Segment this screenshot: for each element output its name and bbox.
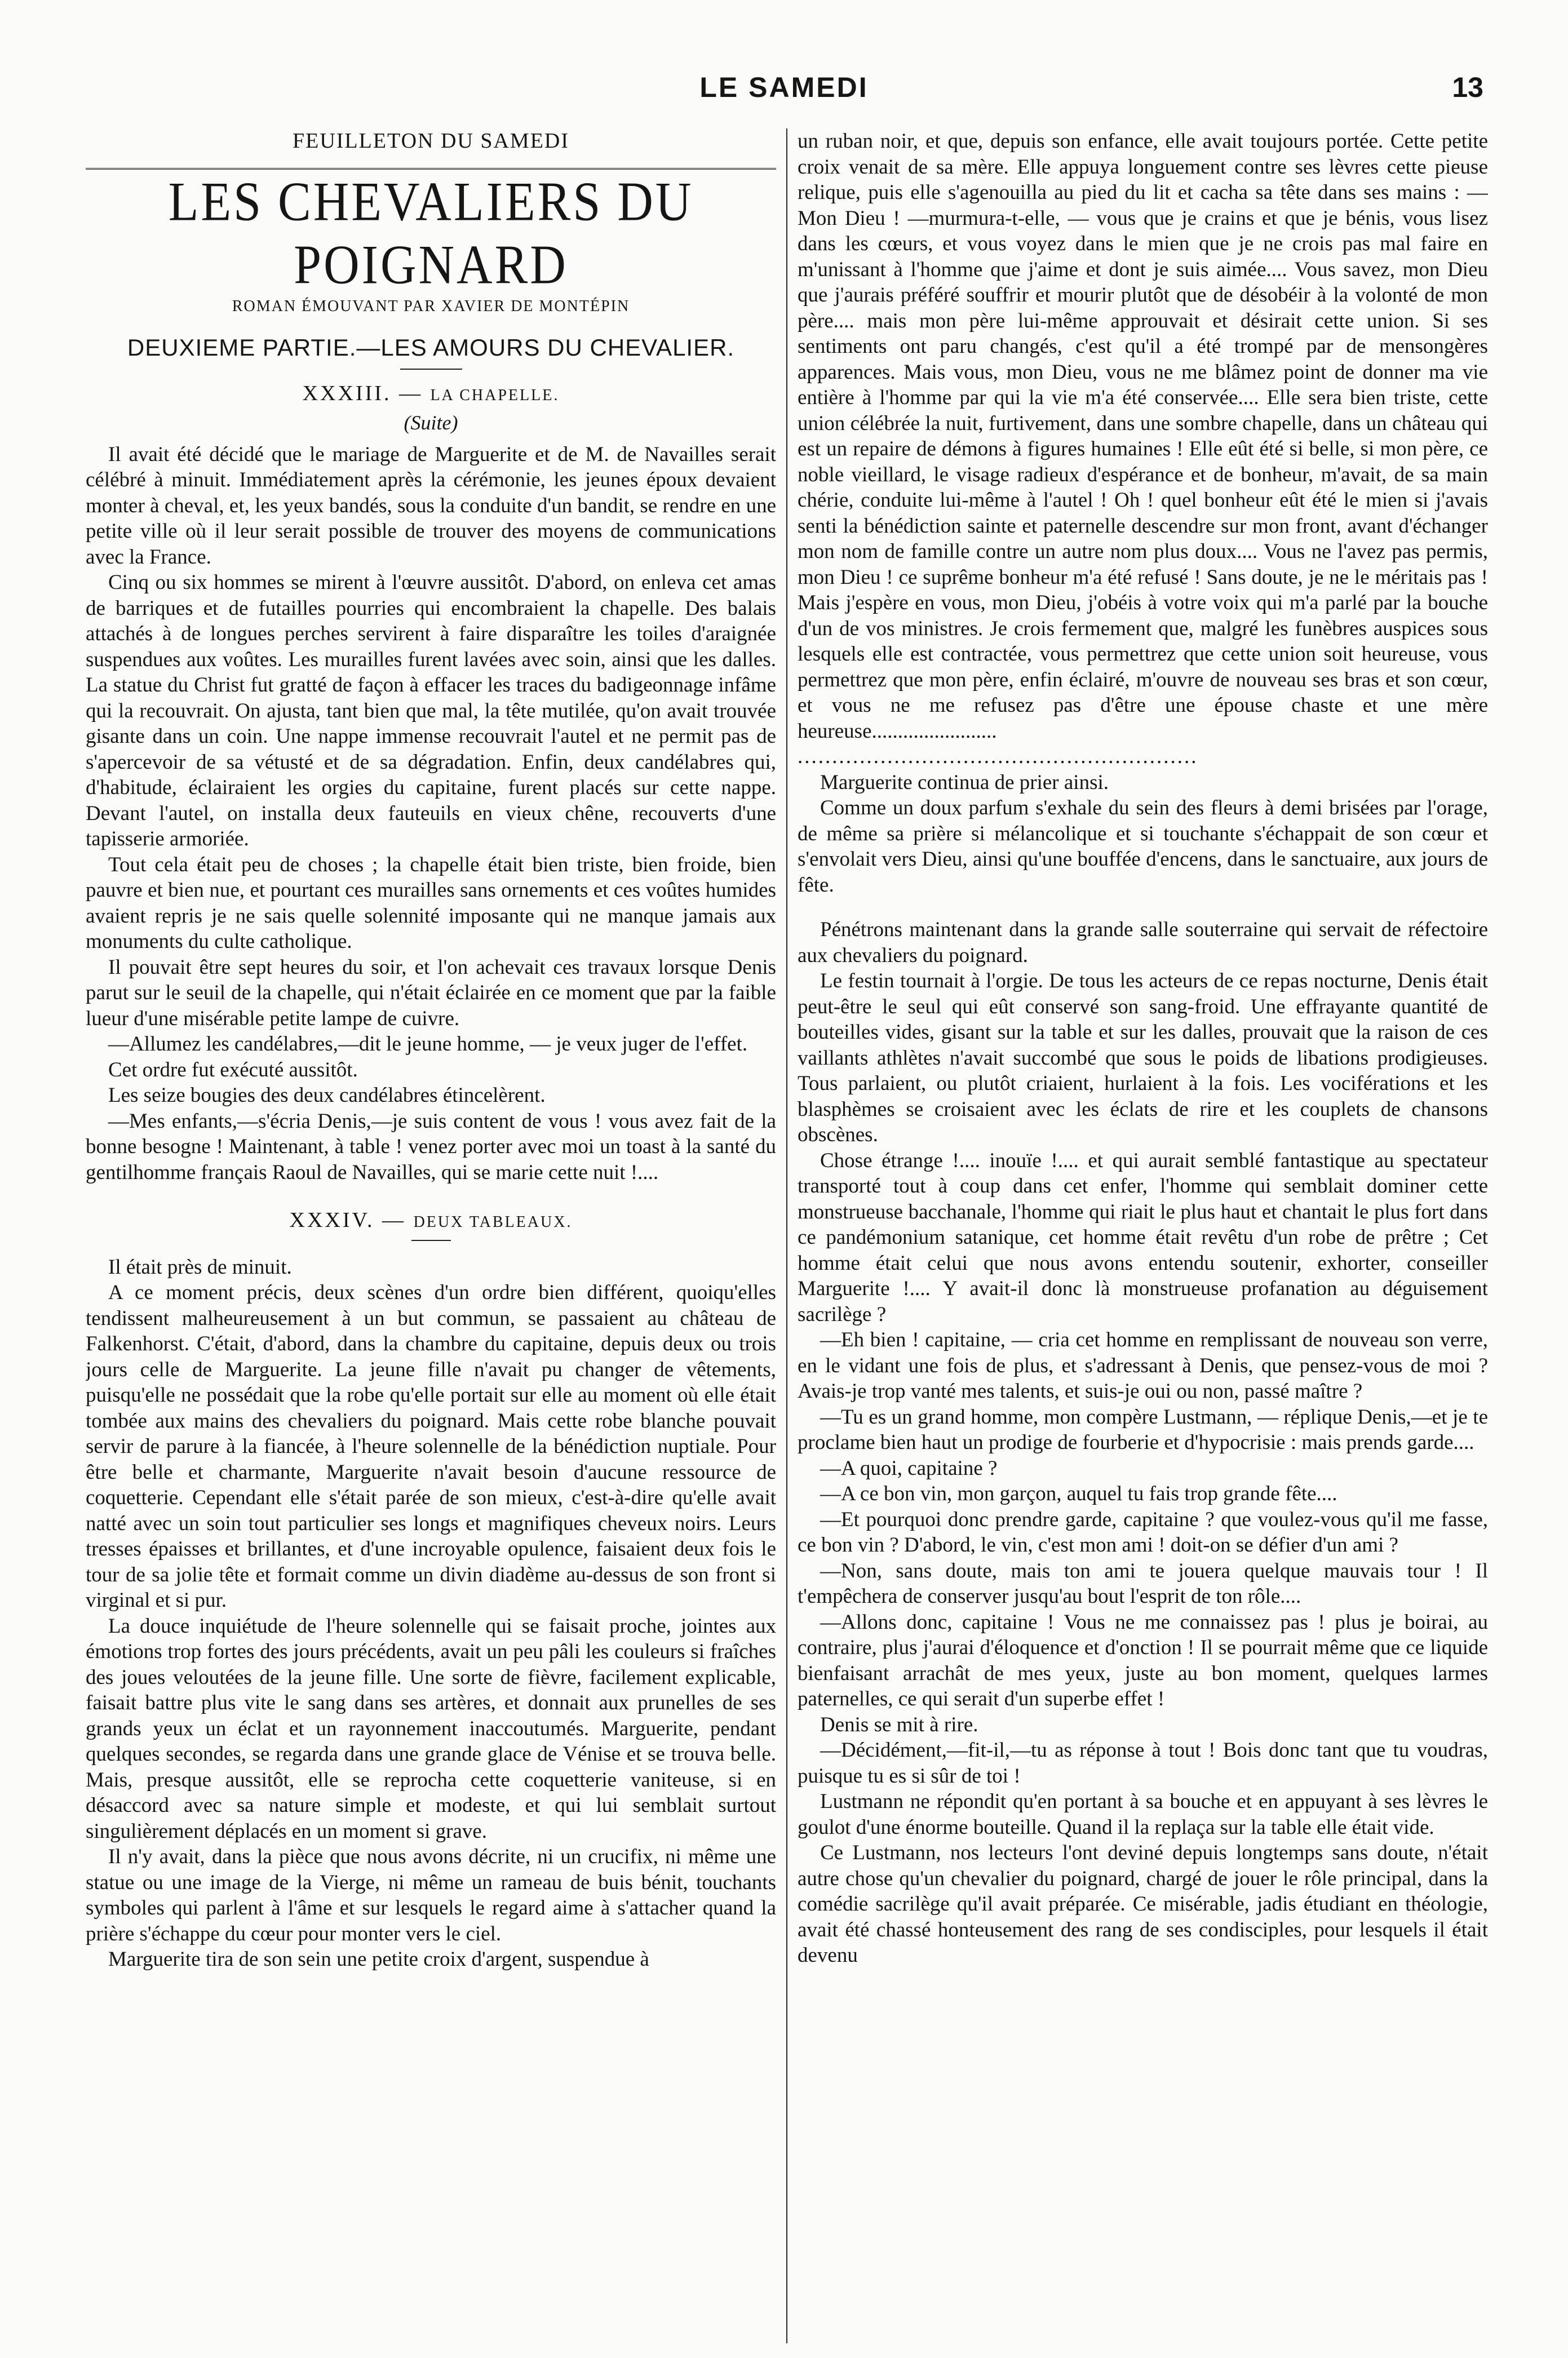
chapter-xxxiv-text — [86, 1255, 776, 1973]
paragraph: Les seize bougies des deux candélabres étincelèrent. — [108, 1084, 546, 1107]
paragraph: —Mes enfants,—s'écria Denis,—je suis content de vous ! vous avez fait de la bonne besogne ! Maintenant, à table ! venez porter avec moi un toast à la santé du gentilhomme français Raoul de Navailles, qui se marie cette nuit !.... — [86, 1109, 776, 1184]
paragraph: —Eh bien ! capitaine, — cria cet homme en remplissant de nouveau son verre, en le vidant une fois de plus, et s'adressant à Denis, que pensez-vous de moi ? Avais-je trop vanté mes talents, et suis-je oui ou non, passé maître ? — [798, 1328, 1488, 1403]
feuilleton-heading: FEUILLETON DU SAMEDI — [292, 129, 570, 153]
paragraph: —Allons donc, capitaine ! Vous ne me connaissez pas ! plus je boirai, au contraire, plus j'aurai d'éloquence et d'onction ! Il se pourrait même que ce liquide bienfaisant arrachât de mes yeux, juste au bon moment, quelques larmes paternelles, ce qui serait d'un superbe effet ! — [798, 1610, 1488, 1710]
chapter-number: XXXIII. — — [302, 381, 423, 405]
paragraph: —A ce bon vin, mon garçon, auquel tu fais trop grande fête.... — [820, 1482, 1337, 1505]
paragraph: —Tu es un grand homme, mon compère Lustmann, — réplique Denis,—et je te proclame bien haut un prodige de fourberie et d'hypocrisie : mais prends garde.... — [798, 1405, 1488, 1454]
paragraph: —Non, sans doute, mais ton ami te jouera quelque mauvais tour ! Il t'empêchera de conserver jusqu'au bout l'esprit de ton rôle.... — [798, 1559, 1488, 1608]
section-gap — [798, 898, 1488, 917]
book-title: LES CHEVALIERS DU POIGNARD — [168, 171, 694, 296]
right-column — [798, 128, 1488, 2343]
paragraph: Marguerite tira de son sein une petite croix d'argent, suspendue à — [108, 1948, 649, 1971]
page-number: 13 — [1452, 72, 1483, 103]
paragraph: —A quoi, capitaine ? — [820, 1456, 998, 1480]
paragraph: Il était près de minuit. — [108, 1255, 292, 1279]
chapter-heading-xxxiii — [86, 381, 776, 409]
byline: ROMAN ÉMOUVANT PAR XAVIER DE MONTÉPIN — [232, 297, 630, 315]
paragraph: Denis se mit à rire. — [820, 1713, 978, 1736]
paragraph: Il avait été décidé que le mariage de Marguerite et de M. de Navailles serait célébré à minuit. Immédiatement après la cérémonie, les jeunes époux devaient monter à cheval, et, les yeux bandés, sous la conduite d'un bandit, se rendre en une petite ville où il leur serait possible de trouver des moyens de communications avec la France. — [86, 442, 776, 569]
paragraph: Tout cela était peu de choses ; la chapelle était bien triste, bien froide, bien pauvre et bien nue, et pourtant ces murailles sans ornements et ces voûtes humides avaient repris je ne sais quelle solennité imposante qui ne manque jamais aux monuments du culte catholique. — [86, 853, 776, 953]
chapter-xxxiii-text — [86, 442, 776, 1186]
paragraph: Pénétrons maintenant dans la grande salle souterraine qui servait de réfectoire aux chevaliers du poignard. — [798, 918, 1488, 967]
title-rule-top — [86, 168, 776, 170]
chapter-name: DEUX TABLEAUX. — [413, 1213, 573, 1231]
paragraph: Ce Lustmann, nos lecteurs l'ont deviné depuis longtemps sans doute, n'était autre chose qu'un chevalier du poignard, chargé de jouer le rôle principal, dans la comédie sacrilège qu'il avait préparée. Ce misérable, jadis étudiant en théologie, avait été chassé honteusement des rang de ses condisciples, pour lesquels il était devenu — [798, 1841, 1488, 1967]
paragraph: —Décidément,—fit-il,—tu as réponse à tout ! Bois donc tant que tu voudras, puisque tu es si sûr de toi ! — [798, 1739, 1488, 1788]
column-divider — [786, 128, 787, 2343]
paragraph: —Allumez les candélabres,—dit le jeune homme, — je veux juger de l'effet. — [108, 1032, 748, 1056]
paragraph: Cinq ou six hommes se mirent à l'œuvre aussitôt. D'abord, on enleva cet amas de barriques et de futailles pourries qui encombraient la chapelle. Des balais attachés à de longues perches servirent à faire disparaître les toiles d'araignée suspendues aux voûtes. Les murailles furent lavées avec soin, ainsi que les dalles. La statue du Christ fut gratté de façon à effacer les traces du badigeonnage infâme qui la recouvrait. On ajusta, tant bien que mal, la tête mutilée, qu'on avait trouvée gisante dans un coin. Une nappe immense recouvrait l'autel et ne permit pas de s'apercevoir de sa vétusté et de sa dégradation. Enfin, deux candélabres qui, d'habitude, éclairaient les orgies du capitaine, furent placés sur cette nappe. Devant l'autel, on installa deux fauteuils en vieux chêne, recouverts d'une tapisserie armoriée. — [86, 571, 776, 850]
paragraph: Chose étrange !.... inouïe !.... et qui aurait semblé fantastique au spectateur transporté tout à coup dans cet enfer, l'homme qui semblait dominer cette monstrueuse bacchanale, l'homme qui riait le plus haut et chantait le plus fort dans ce pandémonium satanique, cet homme était revêtu d'un robe de prêtre ; Cet homme était celui que nous avons entendu soutenir, exhorter, conseiller Marguerite !.... Y avait-il donc là monstrueuse profanation au déguisement sacrilège ? — [798, 1149, 1488, 1326]
suite-label: (Suite) — [404, 411, 458, 434]
paragraph: Cet ordre fut exécuté aussitôt. — [108, 1058, 358, 1082]
chapter-rule — [411, 1240, 451, 1241]
paragraph: A ce moment précis, deux scènes d'un ordre bien différent, quoiqu'elles tendissent malheureusement à un but commun, se passaient au château de Falkenhorst. C'était, d'abord, dans la chambre du capitaine, depuis deux ou trois jours celle de Marguerite. La jeune fille n'avait pu changer de vêtements, puisqu'elle ne possédait que la robe qu'elle portait sur elle au moment où elle était tombée aux mains des chevaliers du poignard. Mais cette robe blanche pouvait servir de parure à la fiancée, à l'heure solennelle de la bénédiction nuptiale. Pour être belle et charmante, Marguerite n'avait besoin d'aucune ressource de coquetterie. Cependant elle s'était parée de son mieux, c'est-à-dire qu'elle avait natté avec un soin tout particulier ses longs et magnifiques cheveux noirs. Leurs tresses épaisses et brillantes, et d'une incroyable opulence, faisaient deux fois le tour de sa jolie tête et formait comme un divin diadème au-dessus de son front si virginal et si pur. — [86, 1281, 776, 1612]
chapter-heading-xxxiv — [86, 1208, 776, 1235]
page-header — [85, 71, 1483, 110]
paragraph: un ruban noir, et que, depuis son enfance, elle avait toujours portée. Cette petite croix venait de sa mère. Elle appuya longuement contre ses lèvres cette pieuse relique, puis elle s'agenouilla au pied du lit et cacha sa tête dans ses mains : — Mon Dieu ! —murmura-t-elle, — vous que je crains et que je bénis, vous lisez dans les cœurs, et vous voyez dans le mien que je ne crois pas mal faire en m'unissant à l'homme que j'aime et dont je suis aimée.... Vous savez, mon Dieu que j'aurais préféré souffrir et mourir plutôt que de désobéir à la volonté de mon père.... mais mon père lui-même approuvait et désirait cette union. Si ses sentiments ont paru changés, c'est qu'il a été trompé par de mensongères apparences. Mais vous, mon Dieu, vous ne me blâmez point de donner ma vie entière à l'homme par qui la vie m'a été conservée.... Elle sera bien triste, cette union célébrée la nuit, furtivement, dans une sombre chapelle, dans un château qui est un repaire de démons à figures humaines ! Elle eût été si belle, si mon père, ce noble vieillard, le visage radieux d'espérance et de bonheur, m'avait, de sa main chérie, conduite lui-même à l'autel ! Oh ! quel bonheur eût été le mien si j'avais senti la bénédiction sainte et paternelle descendre sur mon front, avant d'échanger mon nom de famille contre un autre nom plus doux.... Vous ne l'avez pas permis, mon Dieu ! ce suprême bonheur m'a été refusé ! Sans doute, je ne le méritais pas ! Mais j'espère en vous, mon Dieu, j'obéis à votre voix qui m'a parlé par la bouche d'un de vos ministres. Je crois fermement que, malgré les funèbres auspices sous lesquels elle est contractée, vous permettrez que cette union soit heureuse, vous permettrez que mon père, enfin éclairé, m'ouvre de nouveau ses bras et son cœur, et vous ne me refusez pas d'être une épouse chaste et une mère heureuse........................ — [798, 130, 1488, 743]
running-title: LE SAMEDI — [699, 72, 869, 103]
paragraph: —Et pourquoi donc prendre garde, capitaine ? que voulez-vous qu'il me fasse, ce bon vin ? D'abord, le vin, c'est mon ami ! doit-on se défier d'un ami ? — [798, 1508, 1488, 1557]
paragraph: Le festin tournait à l'orgie. De tous les acteurs de ce repas nocturne, Denis était peut-être le seul qui eût conservé son sang-froid. Une effrayante quantité de bouteilles vides, gisant sur la table et sur les dalles, prouvait que la raison de ces vaillants athlètes n'avait succombé que sous le poids de libations prodigieuses. Tous parlaient, ou plutôt criaient, hurlaient à la fois. Les vociférations et les blasphèmes se croisaient avec les éclats de rire et les couplets de chansons obscènes. — [798, 969, 1488, 1146]
ellipsis-line: .......................................................... — [798, 745, 1198, 768]
left-column — [86, 128, 776, 2343]
paragraph: Il n'y avait, dans la pièce que nous avons décrite, ni un crucifix, ni même une statue ou une image de la Vierge, ni même un rameau de buis bénit, touchants symboles qui parlent à l'âme et sur lesquels le regard aime à s'attacher quand la prière s'échappe du cœur pour monter vers le ciel. — [86, 1845, 776, 1945]
paragraph: Marguerite continua de prier ainsi. — [820, 770, 1109, 794]
part-heading: DEUXIEME PARTIE.—LES AMOURS DU CHEVALIER. — [127, 334, 735, 361]
paragraph: La douce inquiétude de l'heure solennelle qui se faisait proche, jointes aux émotions trop fortes des jours précédents, avait un peu pâli les couleurs si fraîches des joues veloutées de la jeune fille. Une sorte de fièvre, facilement explicable, faisait battre plus vite le sang dans ses artères, et donnait aux prunelles de ses grands yeux un éclat et un rayonnement inaccoutumés. Marguerite, pendant quelques secondes, se regarda dans une grande glace de Vénise et se trouva belle. Mais, presque aussitôt, elle se reprocha cette coquetterie vaniteuse, si en désaccord avec sa nature simple et modeste, et qui lui semblait surtout singulièrement déplacés en un moment si grave. — [86, 1614, 776, 1843]
paragraph: Lustmann ne répondit qu'en portant à sa bouche et en appuyant à ses lèvres le goulot d'une énorme bouteille. Quand il la replaça sur la table elle était vide. — [798, 1790, 1488, 1839]
chapter-name: LA CHAPELLE. — [430, 386, 560, 404]
paragraph: Il pouvait être sept heures du soir, et l'on achevait ces travaux lorsque Denis parut sur le seuil de la chapelle, qui n'était éclairée en ce moment que par la faible lueur d'une misérable petite lampe de cuivre. — [86, 955, 776, 1030]
paragraph: Comme un doux parfum s'exhale du sein des fleurs à demi brisées par l'orage, de même sa prière si mélancolique et si touchante s'échappait de son cœur et s'envolait vers Dieu, ainsi qu'une bouffée d'encens, dans le sanctuaire, aux jours de fête. — [798, 796, 1488, 897]
chapter-number: XXXIV. — — [289, 1208, 406, 1232]
part-rule — [400, 369, 462, 370]
